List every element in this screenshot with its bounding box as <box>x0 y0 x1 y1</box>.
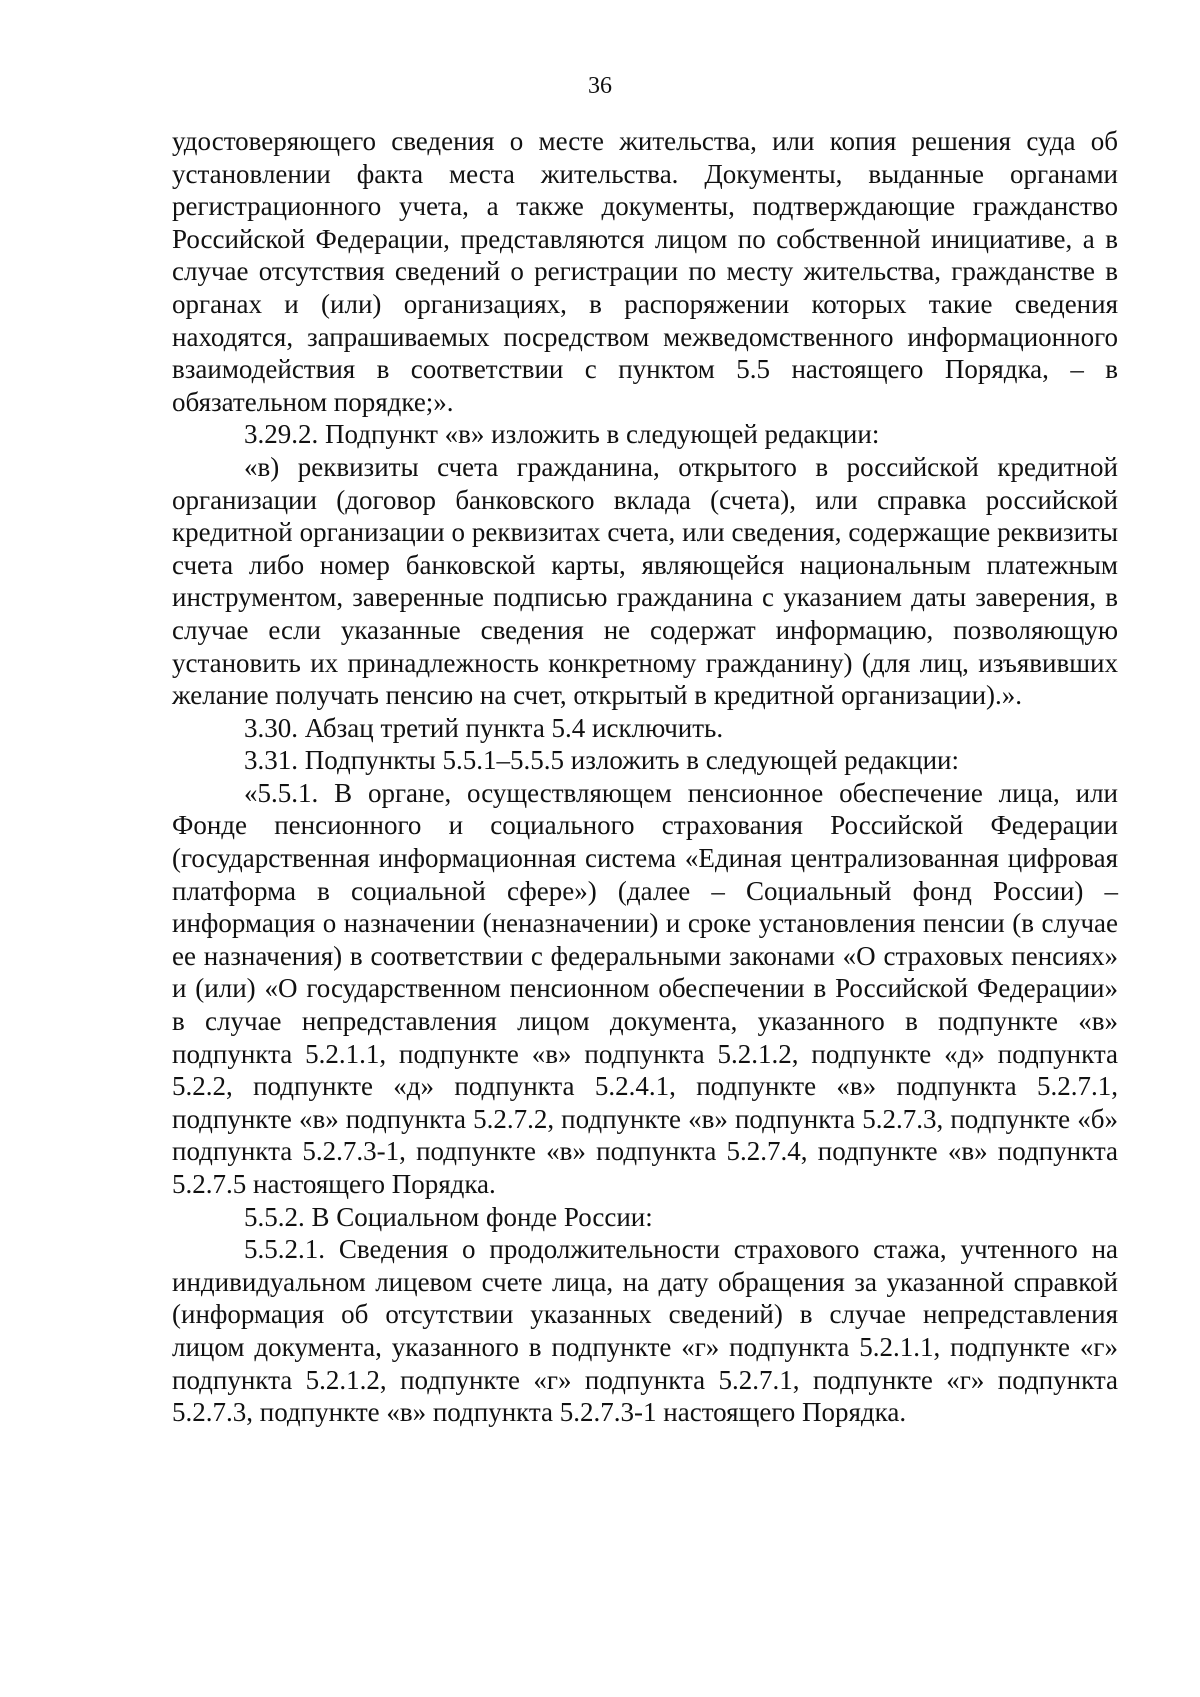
paragraph-3-31: 3.31. Подпункты 5.5.1–5.5.5 изложить в следующей редакции: <box>244 745 959 776</box>
paragraph-5-5-2: 5.5.2. В Социальном фонде России: <box>244 1201 653 1232</box>
page-number: 36 <box>588 73 612 99</box>
paragraph-3-30: 3.30. Абзац третий пункта 5.4 исключить. <box>244 712 724 743</box>
paragraph-subitem-v: «в) реквизиты счета гражданина, открытого в российской кредитной организации (договор банковского вклада (счета), или справка российской кредитной организации о реквизитах счета, или сведения, содержащие реквизиты счета либо номер банковской карты, являющейся национальным платежным инструментом, заверенные подписью гражданина с указанием даты заверения, в случае если указанные сведения не содержат информацию, позволяющую установить их принадлежность конкретному гражданину) (для лиц, изъявивших желание получать пенсию на счет, открытый в кредитной организации).». <box>172 451 1118 711</box>
paragraph-5-5-1: «5.5.1. В органе, осуществляющем пенсионное обеспечение лица, или Фонде пенсионного и социального страхования Российской Федерации (государственная информационная система «Единая централизованная цифровая платформа в социальной сфере») (далее – Социальный фонд России) – информация о назначении (неназначении) и сроке установления пенсии (в случае ее назначения) в соответствии с федеральными законами «О страховых пенсиях» и (или) «О государственном пенсионном обеспечении в Российской Федерации» в случае непредставления лицом документа, указанного в подпункте «в» подпункта 5.2.1.1, подпункте «в» подпункта 5.2.1.2, подпункте «д» подпункта 5.2.2, подпункте «д» подпункта 5.2.4.1, подпункте «в» подпункта 5.2.7.1, подпункте «в» подпункта 5.2.7.2, подпункте «в» подпункта 5.2.7.3, подпункте «б» подпункта 5.2.7.3-1, подпункте «в» подпункта 5.2.7.4, подпункте «в» подпункта 5.2.7.5 настоящего Порядка. <box>172 777 1118 1199</box>
paragraph-5-5-2-1: 5.5.2.1. Сведения о продолжительности страхового стажа, учтенного на индивидуальном лицевом счете лица, на дату обращения за указанной справкой (информация об отсутствии указанных сведений) в случае непредставления лицом документа, указанного в подпункте «г» подпункта 5.2.1.1, подпункте «г» подпункта 5.2.1.2, подпункте «г» подпункта 5.2.7.1, подпункте «г» подпункта 5.2.7.3, подпункте «в» подпункта 5.2.7.3-1 настоящего Порядка. <box>172 1234 1118 1428</box>
paragraph-3-29-2: 3.29.2. Подпункт «в» изложить в следующей редакции: <box>244 419 880 450</box>
paragraph-continuation: удостоверяющего сведения о месте жительства, или копия решения суда об установлении факта места жительства. Документы, выданные органами регистрационного учета, а также документы, подтверждающие гражданство Российской Федерации, представляются лицом по собственной инициативе, а в случае отсутствия сведений о регистрации по месту жительства, гражданстве в органах и (или) организациях, в распоряжении которых такие сведения находятся, запрашиваемых посредством межведомственного информационного взаимодействия в соответствии с пунктом 5.5 настоящего Порядка, – в обязательном порядке;». <box>172 126 1118 417</box>
document-body <box>172 125 1118 1429</box>
